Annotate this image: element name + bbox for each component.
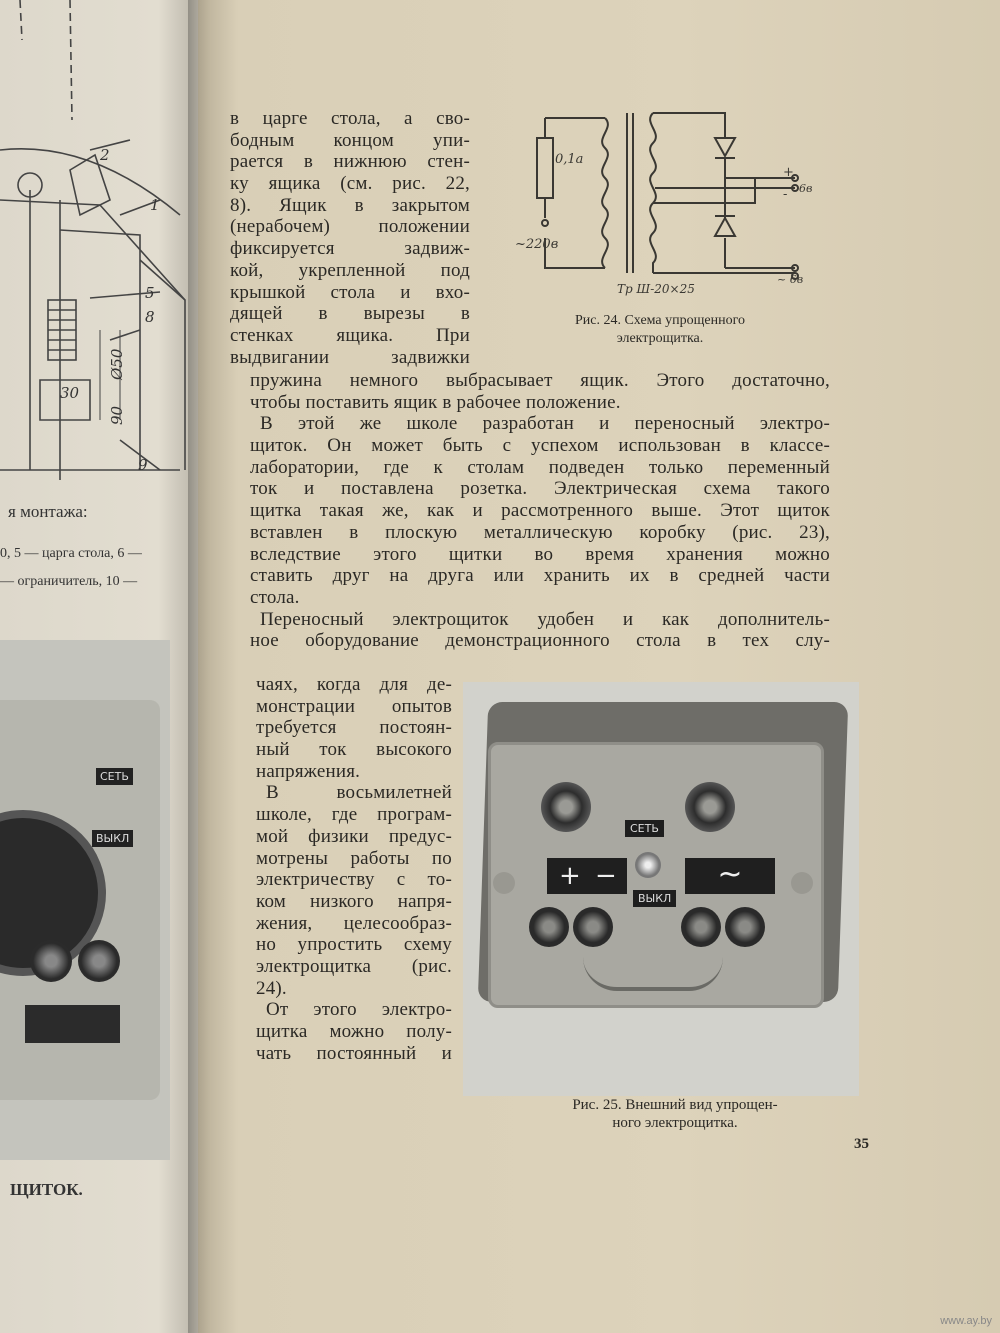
- text-line: стола.: [250, 586, 300, 608]
- text-line: мой физики предус-: [256, 825, 452, 847]
- panel-label-off: ВЫКЛ: [633, 890, 676, 907]
- left-knob-1: [30, 940, 72, 982]
- drawing-number-diameter: Ø50: [108, 348, 126, 380]
- fuse-symbol: [537, 138, 553, 198]
- text-line: ное оборудование демонстрационного стола в тех слу-: [250, 630, 830, 652]
- text-line: ку ящика (см. рис. 22,: [230, 173, 470, 195]
- drawing-number-5: 5: [145, 284, 155, 302]
- figure-25-photo: [463, 682, 859, 1096]
- page-gutter: [188, 0, 210, 1333]
- left-caption-fragment: я монтажа:: [8, 502, 88, 521]
- text-line: жения, целесообраз-: [256, 912, 452, 934]
- left-legend-line-1: 0, 5 — царга стола, 6 —: [0, 546, 142, 561]
- figure-25-caption-line-1: Рис. 25. Внешний вид упрощен-: [572, 1097, 778, 1113]
- label-ac-voltage: ~ 6в: [777, 273, 804, 286]
- text-line: ставить друг на друга или хранить их в средней части: [250, 565, 830, 587]
- text-line: 8). Ящик в закрытом: [230, 194, 470, 216]
- diode-bottom: [715, 216, 735, 236]
- text-line: но упростить схему: [256, 934, 452, 956]
- panel-terminal-4: [725, 907, 765, 947]
- text-line: напряжения.: [256, 760, 361, 782]
- text-line: чать постоянный и: [256, 1042, 452, 1064]
- drawing-number-9: 9: [138, 456, 148, 474]
- text-line: ток и поставлена розетка. Электрическая схема такого: [250, 478, 830, 500]
- text-line: кой, укрепленной под: [230, 259, 470, 281]
- text-line: лаборатории, где к столам подведен только переменный: [250, 456, 830, 478]
- panel-ac-plate: [685, 858, 775, 894]
- column-paragraph: [230, 108, 470, 368]
- left-ac-plate: [25, 1005, 120, 1043]
- figure-25-caption-line-2: ного электрощитка.: [612, 1115, 738, 1131]
- text-line: Переносный электрощиток удобен и как дополнитель-: [260, 608, 830, 630]
- left-label-power: СЕТЬ: [96, 768, 133, 785]
- text-line: фиксируется задвиж-: [230, 238, 470, 260]
- text-line: пружина немного выбрасывает ящик. Этого достаточно,: [250, 370, 830, 391]
- plus-sign: +: [559, 861, 581, 891]
- figure-24-caption-line-2: электрощитка.: [616, 331, 704, 346]
- panel-terminal-1: [529, 907, 569, 947]
- drawing-number-2: 2: [100, 146, 110, 164]
- label-fuse: 0,1а: [555, 152, 584, 167]
- text-line: электричеству с то-: [256, 869, 452, 891]
- text-line: стенках ящика. При: [230, 324, 470, 346]
- page-number: 35: [854, 1136, 869, 1152]
- text-line: вставлен в плоскую металлическую коробку (рис. 23),: [250, 521, 830, 543]
- text-line: 24).: [256, 977, 287, 999]
- text-line: выдвигании задвижки: [230, 346, 470, 368]
- figure-24-circuit-diagram: [515, 108, 815, 298]
- panel-terminal-3: [681, 907, 721, 947]
- panel-label-power: СЕТЬ: [625, 820, 664, 837]
- text-line: щитка такая же, как и рассмотренного выше. Этот щиток: [250, 500, 830, 522]
- left-legend-line-2: — ограничитель, 10 —: [0, 574, 138, 589]
- drawing-number-30: 30: [60, 384, 80, 402]
- figure-24-caption: [520, 312, 800, 348]
- text-line: бодным концом упи-: [230, 129, 470, 151]
- text-line: чаях, когда для де-: [256, 674, 452, 695]
- drawing-number-8: 8: [145, 308, 155, 326]
- panel-foot-left: [493, 872, 515, 894]
- label-minus: -: [783, 187, 788, 202]
- label-input-voltage: ~220в: [515, 237, 559, 252]
- text-line: крышкой стола и вхо-: [230, 281, 470, 303]
- panel-indicator-lamp: [635, 852, 661, 878]
- technical-drawing-fragment: [0, 0, 198, 490]
- drawing-number-90: 90: [108, 405, 126, 425]
- left-knob-2: [78, 940, 120, 982]
- panel-knob-top-right: [685, 782, 735, 832]
- figure-25-caption: [505, 1096, 845, 1132]
- text-line: электрощитка (рис.: [256, 955, 452, 977]
- text-line: вследствие этого щитки во время хранения можно: [250, 543, 830, 565]
- text-line: (нерабочем) положении: [230, 216, 470, 238]
- label-dc-voltage: 6в: [799, 182, 813, 195]
- drawing-number-1: 1: [150, 196, 160, 214]
- text-line: щиток. Он может быть с успехом использован в классе-: [250, 435, 830, 457]
- panel-terminal-2: [573, 907, 613, 947]
- text-line: школе, где програм-: [256, 804, 452, 826]
- ac-sign: ~: [717, 857, 743, 892]
- text-line: От этого электро-: [266, 999, 452, 1021]
- panel-knob-top-left: [541, 782, 591, 832]
- left-photo-fragment: [0, 640, 170, 1160]
- panel-handle: [583, 957, 723, 991]
- left-label-off: ВЫКЛ: [92, 830, 133, 847]
- label-plus: +: [783, 165, 794, 180]
- text-line: чтобы поставить ящик в рабочее положение.: [250, 391, 621, 413]
- left-page: [0, 0, 198, 1333]
- text-line: требуется постоян-: [256, 717, 452, 739]
- text-line: ком низкого напря-: [256, 890, 452, 912]
- text-line: щитка можно полу-: [256, 1021, 452, 1042]
- figure-24-caption-line-1: Рис. 24. Схема упрощенного: [574, 313, 746, 328]
- label-transformer: Тр Ш-20×25: [617, 282, 695, 296]
- minus-sign: −: [595, 861, 617, 891]
- text-line: в царге стола, а сво-: [230, 108, 470, 129]
- main-paragraphs: [250, 370, 830, 652]
- text-line: В этой же школе разработан и переносный электро-: [260, 413, 830, 435]
- text-line: монстрации опытов: [256, 695, 452, 717]
- narrow-paragraphs: [256, 674, 452, 1064]
- left-bottom-caption-fragment: ЩИТОК.: [10, 1180, 83, 1199]
- text-line: дящей в вырезы в: [230, 303, 470, 325]
- watermark: www.ay.by: [940, 1315, 992, 1327]
- text-line: рается в нижнюю стен-: [230, 151, 470, 173]
- diode-top: [715, 138, 735, 158]
- text-line: В восьмилетней: [266, 782, 452, 804]
- text-line: ный ток высокого: [256, 739, 452, 761]
- text-line: мотрены работы по: [256, 847, 452, 869]
- panel-foot-right: [791, 872, 813, 894]
- panel-dc-plate: [547, 858, 627, 894]
